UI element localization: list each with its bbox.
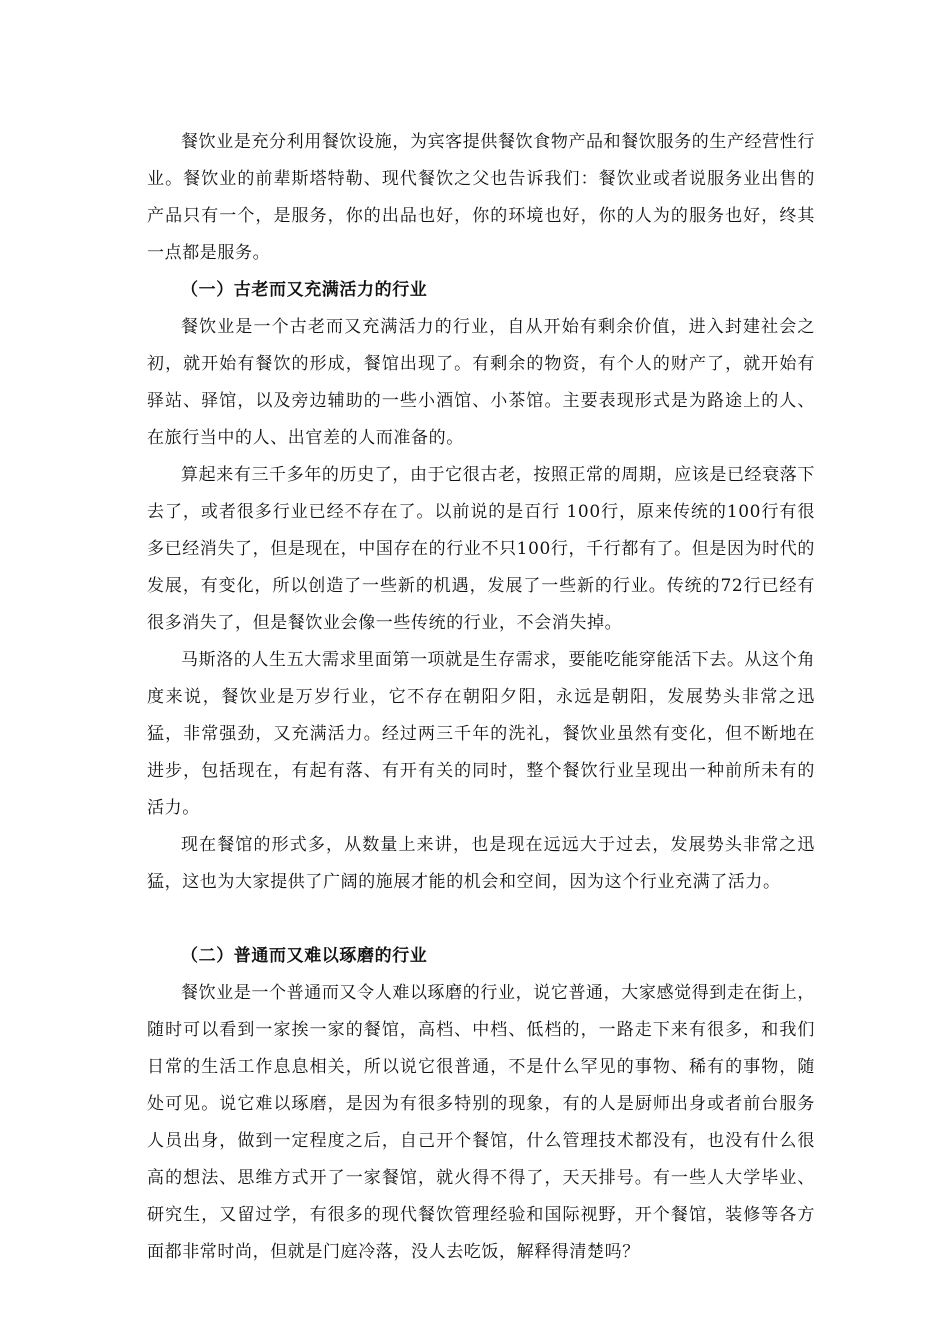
- section-1-paragraph: 算起来有三千多年的历史了，由于它很古老，按照正常的周期，应该是已经衰落下去了，或者很多行业已经不存在了。以前说的是百行 100行，原来传统的100行有很多已经消失了，但是现在，中国存在的行业不只100行，千行都有了。但是因为时代的发展，有变化，所以创造了一些新的机遇，发展了一些新的行业。传统的72行已经有很多消失了，但是餐饮业会像一些传统的行业，不会消失掉。: [147, 465, 815, 633]
- section-2-heading: （二）普通而又难以琢磨的行业: [181, 946, 428, 966]
- intro-paragraph: 餐饮业是充分利用餐饮设施，为宾客提供餐饮食物产品和餐饮服务的生产经营性行业。餐饮业的前辈斯塔特勒、现代餐饮之父也告诉我们：餐饮业或者说服务业出售的产品只有一个，是服务，你的出品也好，你的环境也好，你的人为的服务也好，终其一点都是服务。: [147, 132, 815, 263]
- section-2-paragraph: 餐饮业是一个普通而又令人难以琢磨的行业，说它普通，大家感觉得到走在街上，随时可以看到一家挨一家的餐馆，高档、中档、低档的，一路走下来有很多，和我们日常的生活工作息息相关，所以说它很普通，不是什么罕见的事物、稀有的事物，随处可见。说它难以琢磨，是因为有很多特别的现象，有的人是厨师出身或者前台服务人员出身，做到一定程度之后，自己开个餐馆，什么管理技术都没有，也没有什么很高的想法、思维方式开了一家餐馆，就火得不得了，天天排号。有一些人大学毕业、研究生，又留过学，有很多的现代餐饮管理经验和国际视野，开个餐馆，装修等各方面都非常时尚，但就是门庭冷落，没人去吃饭，解释得清楚吗？: [147, 983, 815, 1262]
- section-1-paragraph: 马斯洛的人生五大需求里面第一项就是生存需求，要能吃能穿能活下去。从这个角度来说，餐饮业是万岁行业，它不存在朝阳夕阳，永远是朝阳，发展势头非常之迅猛，非常强劲，又充满活力。经过两三千年的洗礼，餐饮业虽然有变化，但不断地在进步，包括现在，有起有落、有开有关的同时，整个餐饮行业呈现出一种前所未有的活力。: [147, 650, 815, 818]
- document-body: [147, 124, 815, 1271]
- section-1-heading: （一）古老而又充满活力的行业: [181, 280, 428, 300]
- section-1-paragraph: 现在餐馆的形式多，从数量上来讲，也是现在远远大于过去，发展势头非常之迅猛，这也为大家提供了广阔的施展才能的机会和空间，因为这个行业充满了活力。: [147, 835, 815, 892]
- section-spacer: [147, 901, 815, 938]
- section-1-paragraph: 餐饮业是一个古老而又充满活力的行业，自从开始有剩余价值，进入封建社会之初，就开始有餐饮的形成，餐馆出现了。有剩余的物资，有个人的财产了，就开始有驿站、驿馆，以及旁边辅助的一些小酒馆、小茶馆。主要表现形式是为路途上的人、在旅行当中的人、出官差的人而准备的。: [147, 317, 815, 448]
